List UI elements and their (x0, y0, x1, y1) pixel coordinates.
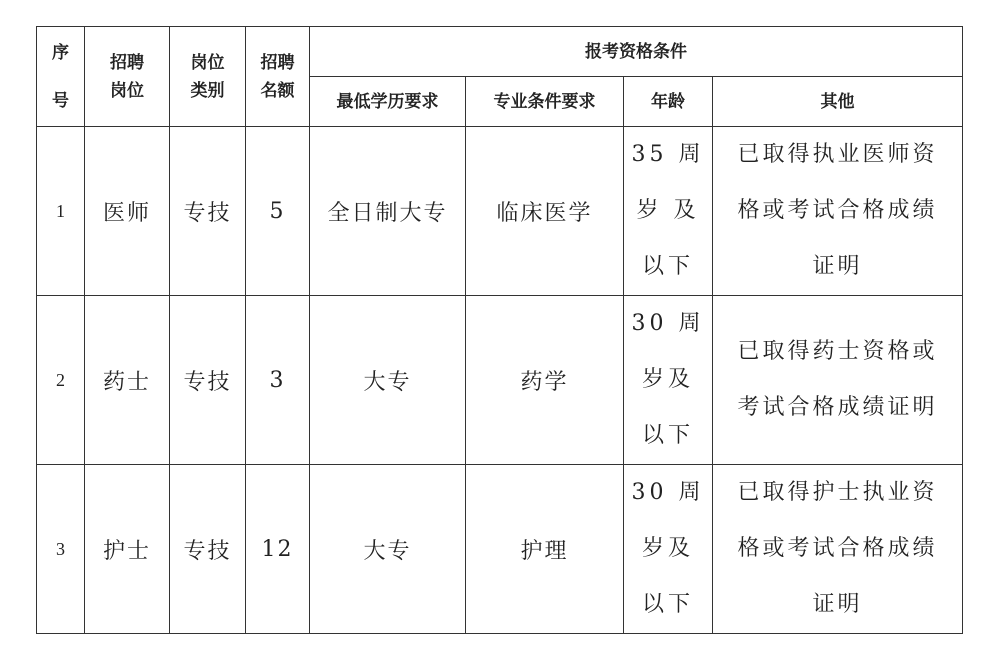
cell-age (624, 296, 713, 465)
cell-major: 护理 (466, 465, 624, 634)
age-line: 以下 (641, 592, 694, 617)
other-line: 证明 (812, 592, 863, 617)
cell-index: 2 (37, 296, 85, 465)
other-line: 证明 (812, 254, 863, 279)
cell-major: 临床医学 (466, 127, 624, 296)
cell-age (624, 127, 713, 296)
header-position-line-1: 招聘 (110, 52, 144, 73)
age-line: 岁及 (641, 367, 694, 392)
cell-category: 专技 (170, 296, 246, 465)
other-line: 考试合格成绩证明 (737, 395, 938, 420)
header-position-line-2: 岗位 (110, 80, 144, 101)
cell-index: 1 (37, 127, 85, 296)
header-qualifications: 报考资格条件 (310, 27, 963, 77)
cell-education: 全日制大专 (310, 127, 466, 296)
recruitment-table (36, 26, 963, 634)
other-line: 已取得执业医师资 (737, 142, 938, 167)
header-age: 年龄 (624, 77, 713, 127)
header-major: 专业条件要求 (466, 77, 624, 127)
cell-other (713, 296, 963, 465)
table-row (37, 127, 963, 296)
cell-other (713, 127, 963, 296)
age-line: 岁 及 (636, 198, 700, 223)
header-quota-line-1: 招聘 (260, 52, 295, 73)
table-row (37, 296, 963, 465)
table-row (37, 465, 963, 634)
header-index (37, 27, 85, 127)
cell-quota: 12 (246, 465, 310, 634)
age-line: 30 周 (631, 480, 705, 505)
cell-category: 专技 (170, 127, 246, 296)
cell-age (624, 465, 713, 634)
header-index-line-2: 号 (52, 90, 69, 111)
cell-major: 药学 (466, 296, 624, 465)
age-line: 35 周 (631, 142, 705, 167)
header-position (85, 27, 170, 127)
other-line: 已取得护士执业资 (737, 480, 938, 505)
other-line: 格或考试合格成绩 (737, 536, 938, 561)
age-line: 以下 (641, 423, 694, 448)
header-category-line-2: 类别 (190, 80, 225, 101)
header-category (170, 27, 246, 127)
header-min-education: 最低学历要求 (310, 77, 466, 127)
cell-quota: 5 (246, 127, 310, 296)
cell-quota: 3 (246, 296, 310, 465)
header-index-line-1: 序 (52, 42, 69, 63)
other-line: 格或考试合格成绩 (737, 198, 938, 223)
header-quota (246, 27, 310, 127)
age-line: 岁及 (641, 536, 694, 561)
header-row-1 (37, 27, 963, 77)
header-quota-line-2: 名额 (260, 80, 295, 101)
age-line: 以下 (641, 254, 694, 279)
cell-position: 医师 (85, 127, 170, 296)
header-other: 其他 (713, 77, 963, 127)
header-category-line-1: 岗位 (190, 52, 225, 73)
cell-other (713, 465, 963, 634)
age-line: 30 周 (631, 311, 705, 336)
cell-education: 大专 (310, 296, 466, 465)
cell-position: 护士 (85, 465, 170, 634)
cell-category: 专技 (170, 465, 246, 634)
cell-position: 药士 (85, 296, 170, 465)
cell-index: 3 (37, 465, 85, 634)
other-line: 已取得药士资格或 (737, 339, 938, 364)
cell-education: 大专 (310, 465, 466, 634)
